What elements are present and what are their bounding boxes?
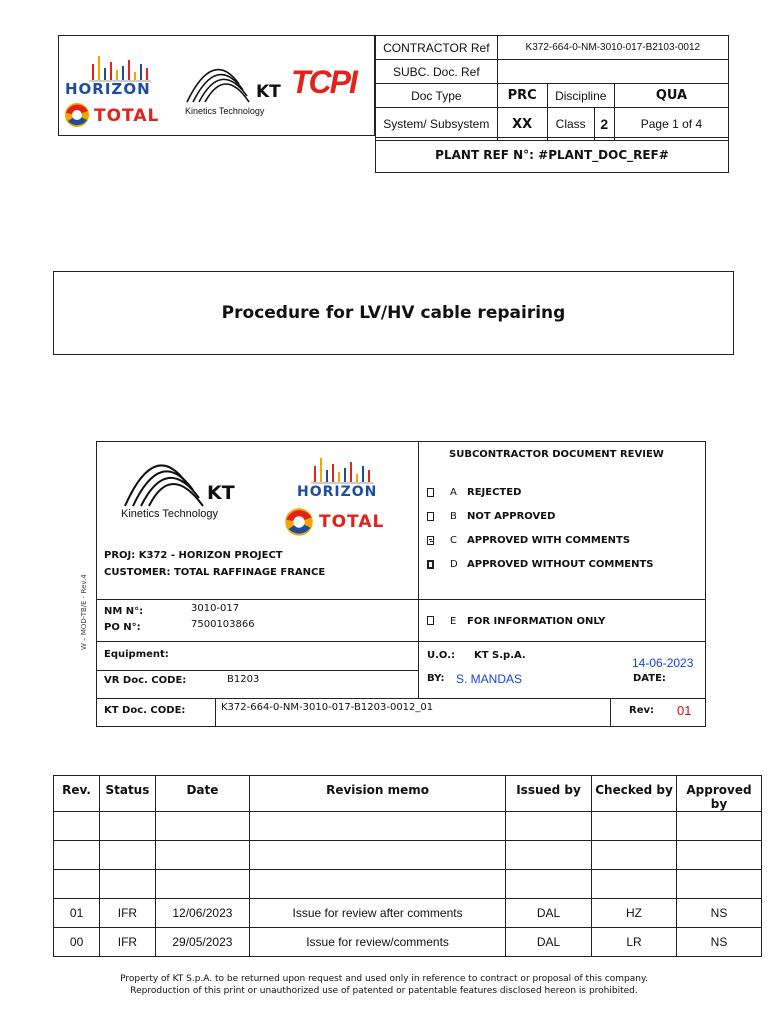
divider	[97, 698, 705, 699]
cell	[676, 870, 761, 899]
horizon-wordmark: HORIZON	[297, 484, 378, 500]
header-reference-table	[375, 35, 729, 141]
cell	[592, 841, 677, 870]
table-row	[54, 841, 762, 870]
kt-wordmark: KT	[256, 82, 281, 102]
system-label: System/ Subsystem	[376, 108, 498, 141]
cell: DAL	[506, 899, 592, 928]
revision-table-header	[54, 776, 762, 812]
date-label: DATE:	[633, 673, 666, 684]
project-line: PROJ: K372 - HORIZON PROJECT	[104, 550, 283, 561]
discipline-label: Discipline	[547, 84, 614, 108]
kt-logo	[183, 54, 283, 124]
header-logos	[58, 35, 375, 136]
cell: IFR	[100, 928, 156, 957]
kt-arches-icon	[121, 446, 205, 508]
cell	[155, 812, 249, 841]
po-value: 7500103866	[191, 619, 255, 630]
cell	[54, 870, 100, 899]
uo-value: KT S.p.A.	[474, 650, 526, 661]
kt-subtitle: Kinetics Technology	[185, 106, 265, 116]
cell: 00	[54, 928, 100, 957]
footer-line-2: Reproduction of this print or unauthorized use of patented or patentable features disclosed hereon is prohibited.	[130, 986, 638, 996]
horizon-wordmark: HORIZON	[65, 80, 151, 98]
cell: NS	[676, 899, 761, 928]
kt-wordmark: KT	[207, 482, 235, 504]
horizon-total-logo	[63, 46, 181, 128]
kt-subtitle: Kinetics Technology	[121, 508, 219, 520]
table-row	[54, 870, 762, 899]
total-wordmark: TOTAL	[319, 512, 385, 532]
option-c-letter: C	[450, 535, 457, 546]
discipline-value: QUA	[614, 84, 728, 108]
uo-label: U.O.:	[427, 650, 455, 661]
horizon-total-logo-review	[283, 450, 403, 540]
option-e-checkbox[interactable]	[427, 616, 434, 625]
option-d-letter: D	[450, 559, 458, 570]
cell	[592, 870, 677, 899]
total-icon	[63, 101, 91, 129]
option-c-checkbox[interactable]	[427, 536, 434, 545]
cell: 01	[54, 899, 100, 928]
cell: IFR	[100, 899, 156, 928]
cell	[155, 870, 249, 899]
vr-code-label: VR Doc. CODE:	[104, 675, 187, 686]
cell	[54, 812, 100, 841]
cell	[506, 812, 592, 841]
cell: Issue for review after comments	[250, 899, 506, 928]
table-row	[54, 928, 762, 957]
footer-disclaimer	[0, 973, 768, 997]
refinery-skyline-icon	[283, 450, 403, 486]
po-label: PO N°:	[104, 622, 141, 633]
equipment-label: Equipment:	[104, 649, 169, 660]
cell	[676, 841, 761, 870]
system-value: XX	[497, 108, 547, 141]
cell: DAL	[506, 928, 592, 957]
tcp-logo: TCPI	[291, 64, 356, 100]
option-d-checkbox[interactable]	[427, 560, 434, 569]
by-label: BY:	[427, 673, 445, 684]
plant-ref: PLANT REF N°: #PLANT_DOC_REF#	[375, 137, 729, 173]
kt-logo-review	[121, 446, 251, 526]
option-b-label: NOT APPROVED	[467, 511, 556, 522]
nm-label: NM N°:	[104, 606, 144, 617]
divider	[610, 698, 611, 726]
option-e-label: FOR INFORMATION ONLY	[467, 616, 606, 627]
contractor-ref-value: K372-664-0-NM-3010-017-B2103-0012	[497, 36, 728, 60]
total-wordmark: TOTAL	[94, 106, 160, 126]
cell: 12/06/2023	[155, 899, 249, 928]
customer-line: CUSTOMER: TOTAL RAFFINAGE FRANCE	[104, 567, 326, 578]
document-title: Procedure for LV/HV cable repairing	[53, 271, 734, 355]
cell: NS	[676, 928, 761, 957]
cell	[250, 841, 506, 870]
divider	[97, 599, 705, 600]
cell	[250, 812, 506, 841]
cell	[592, 812, 677, 841]
divider	[97, 670, 418, 671]
rev-label: Rev:	[629, 705, 654, 716]
nm-value: 3010-017	[191, 603, 240, 614]
cell	[506, 841, 592, 870]
option-a-checkbox[interactable]	[427, 488, 434, 497]
doc-type-label: Doc Type	[376, 84, 498, 108]
revision-table	[53, 775, 762, 957]
contractor-ref-label: CONTRACTOR Ref	[376, 36, 498, 60]
page-number: Page 1 of 4	[614, 108, 728, 141]
cell: Issue for review/comments	[250, 928, 506, 957]
class-label: Class	[547, 108, 594, 141]
divider	[97, 641, 705, 642]
class-value: 2	[594, 108, 614, 141]
option-c-label: APPROVED WITH COMMENTS	[467, 535, 631, 546]
cell	[250, 870, 506, 899]
cell	[54, 841, 100, 870]
col-approved: Approved by	[676, 776, 761, 812]
col-memo: Revision memo	[250, 776, 506, 812]
table-row	[54, 899, 762, 928]
col-date: Date	[155, 776, 249, 812]
vr-code-value: B1203	[227, 674, 260, 685]
option-a-letter: A	[450, 487, 457, 498]
cell: HZ	[592, 899, 677, 928]
review-heading: SUBCONTRACTOR DOCUMENT REVIEW	[449, 449, 664, 460]
subc-doc-ref-label: SUBC. Doc. Ref	[376, 60, 498, 84]
review-date: 14-06-2023	[632, 656, 694, 670]
option-b-letter: B	[450, 511, 457, 522]
option-a-label: REJECTED	[467, 487, 522, 498]
kt-arches-icon	[183, 54, 253, 104]
total-icon	[283, 506, 315, 538]
cell: 29/05/2023	[155, 928, 249, 957]
reviewer-name: S. MANDAS	[456, 672, 523, 686]
col-status: Status	[100, 776, 156, 812]
option-b-checkbox[interactable]	[427, 512, 434, 521]
doc-type-value: PRC	[497, 84, 547, 108]
table-row	[54, 812, 762, 841]
cell	[155, 841, 249, 870]
divider	[215, 698, 216, 726]
cell	[506, 870, 592, 899]
col-issued: Issued by	[506, 776, 592, 812]
rev-value: 01	[677, 703, 692, 718]
cell: LR	[592, 928, 677, 957]
divider	[418, 442, 419, 699]
cell	[100, 870, 156, 899]
cell	[100, 812, 156, 841]
cell	[676, 812, 761, 841]
cell	[100, 841, 156, 870]
kt-code-value: K372-664-0-NM-3010-017-B1203-0012_01	[221, 702, 434, 713]
option-d-label: APPROVED WITHOUT COMMENTS	[467, 559, 654, 570]
subc-doc-ref-value	[497, 60, 728, 84]
col-checked: Checked by	[592, 776, 677, 812]
subcontractor-review-box	[96, 441, 706, 727]
footer-line-1: Property of KT S.p.A. to be returned upon request and used only in reference to contract or proposal of this company.	[120, 974, 648, 984]
col-rev: Rev.	[54, 776, 100, 812]
option-e-letter: E	[450, 616, 457, 627]
form-code-note: W – MOD-TB/E - Rev.4	[80, 574, 88, 650]
kt-code-label: KT Doc. CODE:	[104, 705, 186, 716]
